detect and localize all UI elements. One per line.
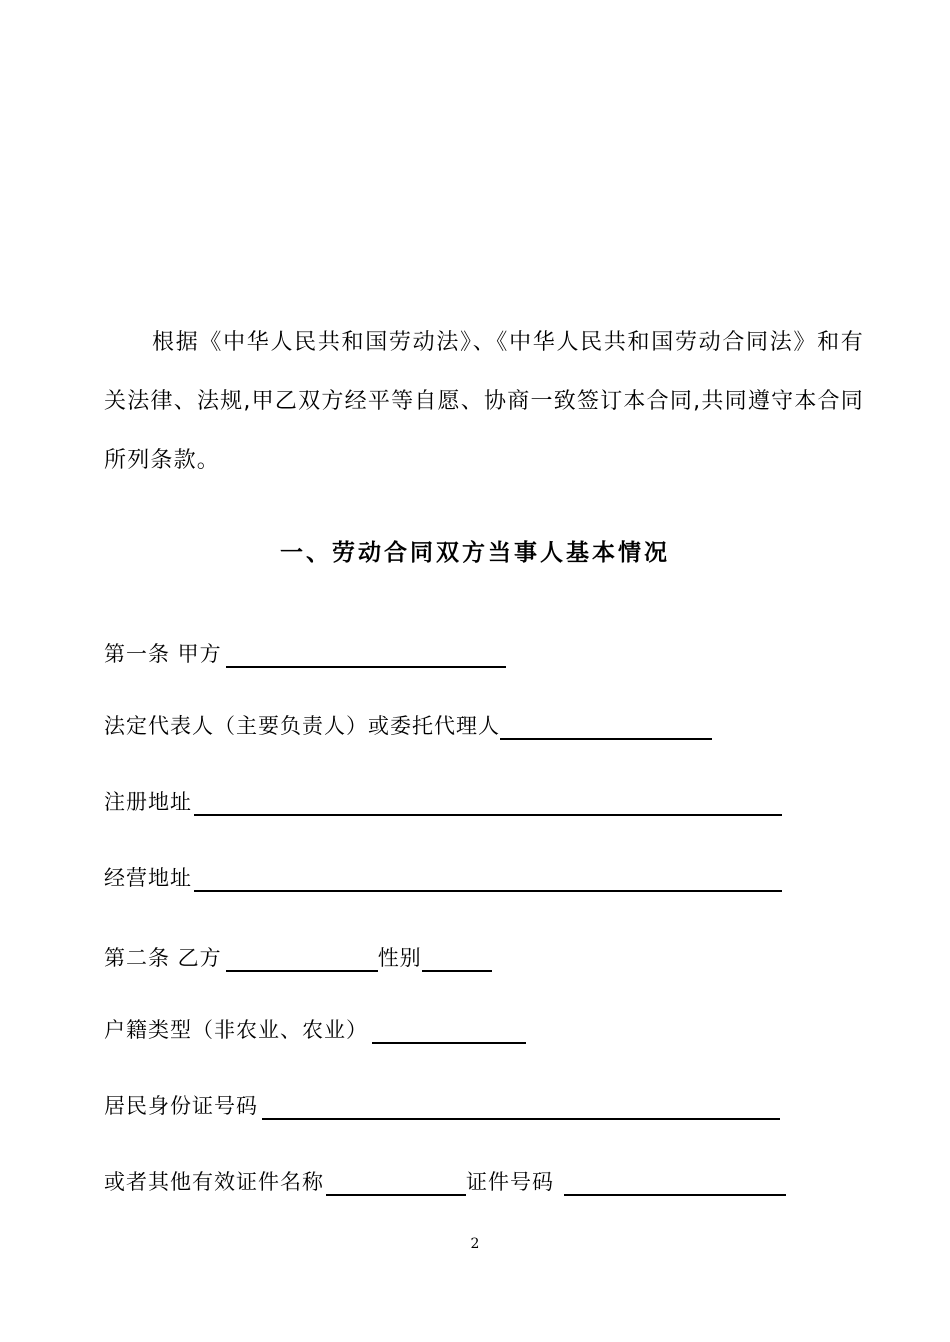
id-doc-number-field[interactable] bbox=[564, 1170, 786, 1196]
gender-field[interactable] bbox=[422, 946, 492, 972]
id-number-label: 居民身份证号码 bbox=[104, 1094, 258, 1118]
registered-address-row bbox=[104, 786, 782, 818]
section-heading: 一、劳动合同双方当事人基本情况 bbox=[280, 540, 670, 566]
id-number-row bbox=[104, 1090, 780, 1122]
business-address-label: 经营地址 bbox=[104, 866, 192, 890]
legal-rep-label: 法定代表人（主要负责人）或委托代理人 bbox=[104, 714, 500, 738]
business-address-row bbox=[104, 862, 782, 894]
household-type-field[interactable] bbox=[372, 1018, 526, 1044]
legal-rep-field[interactable] bbox=[500, 714, 712, 740]
household-type-row bbox=[104, 1014, 526, 1046]
party-b-row bbox=[104, 942, 492, 974]
party-b-field[interactable] bbox=[226, 946, 378, 972]
party-a-row bbox=[104, 638, 506, 670]
page-number: 2 bbox=[470, 1236, 480, 1252]
id-doc-number-label: 证件号码 bbox=[466, 1170, 554, 1194]
id-number-field[interactable] bbox=[262, 1094, 780, 1120]
legal-rep-row bbox=[104, 710, 712, 742]
other-id-name-label: 或者其他有效证件名称 bbox=[104, 1170, 324, 1194]
registered-address-label: 注册地址 bbox=[104, 790, 192, 814]
other-id-name-field[interactable] bbox=[326, 1170, 466, 1196]
other-id-row bbox=[104, 1166, 786, 1198]
party-a-field[interactable] bbox=[226, 642, 506, 668]
party-b-label: 第二条 乙方 bbox=[104, 946, 222, 970]
business-address-field[interactable] bbox=[194, 866, 782, 892]
intro-paragraph: 根据《中华人民共和国劳动法》、《中华人民共和国劳动合同法》和有关法律、法规,甲乙双方经平等自愿、协商一致签订本合同,共同遵守本合同所列条款。 bbox=[104, 330, 864, 473]
household-type-label: 户籍类型（非农业、农业） bbox=[104, 1018, 368, 1042]
gender-label: 性别 bbox=[377, 946, 422, 970]
registered-address-field[interactable] bbox=[194, 790, 782, 816]
party-a-label: 第一条 甲方 bbox=[104, 642, 222, 666]
